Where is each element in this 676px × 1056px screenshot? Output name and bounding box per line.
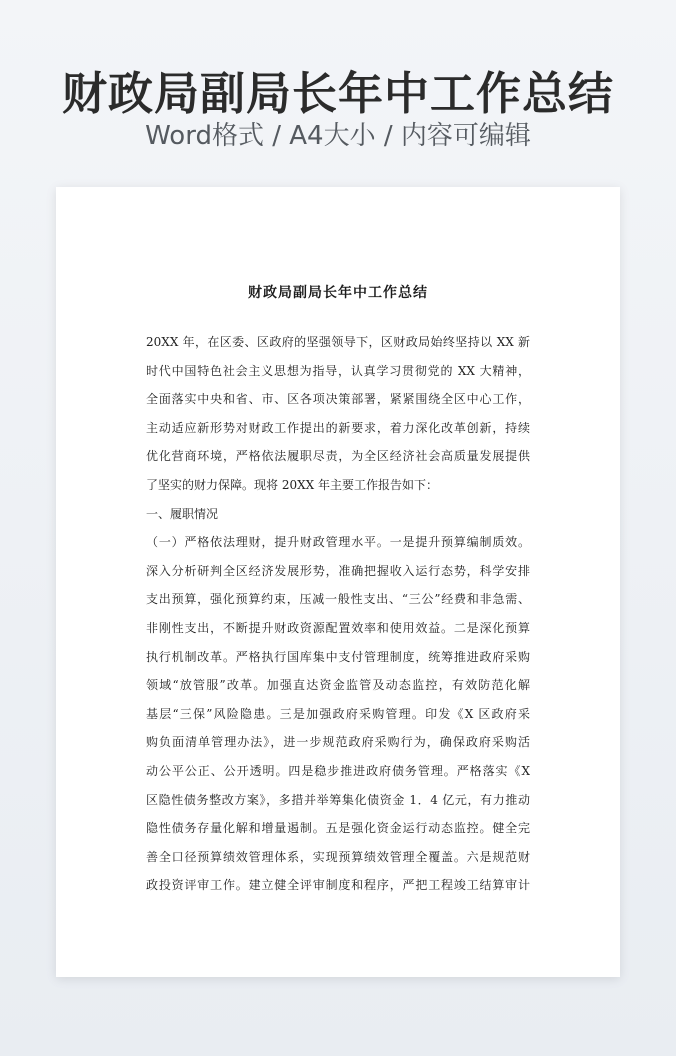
body-line: 区隐性债务整改方案》，多措并举筹集化债资金 1．4 亿元，有力推动 [146,792,530,807]
document-page [56,187,620,977]
body-line: 主动适应新形势对财政工作提出的新要求，着力深化改革创新，持续 [146,420,530,435]
body-line: 20XX 年，在区委、区政府的坚强领导下，区财政局始终坚持以 XX 新 [146,335,530,349]
body-line: 动公平公正、公开透明。四是稳步推进政府债务管理。严格落实《X [146,763,530,778]
body-line: （一）严格依法理财，提升财政管理水平。一是提升预算编制质效。 [146,535,530,550]
document-body [146,328,530,900]
body-line: 执行机制改革。严格执行国库集中支付管理制度，统筹推进政府采购 [146,649,530,664]
body-line: 了坚实的财力保障。现将 20XX 年主要工作报告如下： [146,477,438,492]
body-line: 购负面清单管理办法》，进一步规范政府采购行为，确保政府采购活 [146,735,530,750]
body-line: 领域“放管服”改革。加强直达资金监管及动态监控，有效防范化解 [146,678,530,693]
banner-title: 财政局副局长年中工作总结 [61,67,614,120]
body-line: 政投资评审工作。建立健全评审制度和程序，严把工程竣工结算审计 [146,878,530,893]
body-line: 基层“三保”风险隐患。三是加强政府采购管理。印发《X 区政府采 [146,706,530,721]
body-line: 深入分析研判全区经济发展形势，准确把握收入运行态势，科学安排 [146,563,530,578]
section-heading: 一、履职情况 [146,506,219,521]
body-line: 隐性债务存量化解和增量遏制。五是强化资金运行动态监控。健全完 [146,821,530,836]
document-title: 财政局副局长年中工作总结 [248,285,428,301]
body-line: 非刚性支出，不断提升财政资源配置效率和使用效益。二是深化预算 [146,620,530,635]
body-line: 全面落实中央和省、市、区各项决策部署，紧紧围绕全区中心工作， [146,392,530,407]
body-line: 时代中国特色社会主义思想为指导，认真学习贯彻党的 XX 大精神， [146,363,530,378]
body-line: 优化营商环境，严格依法履职尽责，为全区经济社会高质量发展提供 [146,449,530,464]
banner-subtitle: Word格式 / A4大小 / 内容可编辑 [145,121,531,151]
body-line: 善全口径预算绩效管理体系，实现预算绩效管理全覆盖。六是规范财 [146,849,530,864]
body-line: 支出预算，强化预算约束，压减一般性支出、“三公”经费和非急需、 [146,592,530,607]
